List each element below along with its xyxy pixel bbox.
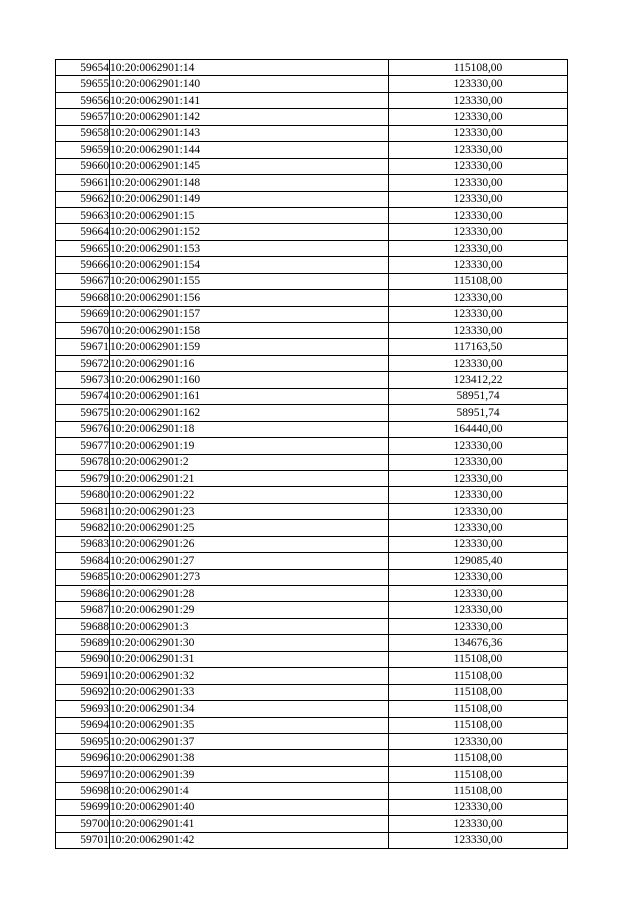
- cadastral-number-cell: 10:20:0062901:25: [110, 520, 389, 536]
- table-row: [56, 306, 568, 322]
- table-row: [56, 586, 568, 602]
- cadastral-number-cell: 10:20:0062901:35: [110, 717, 389, 733]
- value-cell: 115108,00: [389, 651, 568, 667]
- value-cell: 123330,00: [389, 799, 568, 815]
- value-cell: 123330,00: [389, 569, 568, 585]
- row-number-cell: 59692: [56, 684, 110, 700]
- row-number-cell: 59665: [56, 240, 110, 256]
- table-row: [56, 257, 568, 273]
- value-cell: 123330,00: [389, 109, 568, 125]
- cadastral-number-cell: 10:20:0062901:30: [110, 635, 389, 651]
- table-row: [56, 158, 568, 174]
- table-row: [56, 290, 568, 306]
- table-row: [56, 372, 568, 388]
- cadastral-number-cell: 10:20:0062901:153: [110, 240, 389, 256]
- table-row: [56, 816, 568, 832]
- cadastral-number-cell: 10:20:0062901:162: [110, 405, 389, 421]
- table-row: [56, 750, 568, 766]
- table-row: [56, 487, 568, 503]
- value-cell: 123330,00: [389, 520, 568, 536]
- value-cell: 123330,00: [389, 487, 568, 503]
- cadastral-number-cell: 10:20:0062901:160: [110, 372, 389, 388]
- value-cell: 58951,74: [389, 405, 568, 421]
- table-row: [56, 569, 568, 585]
- table-row: [56, 142, 568, 158]
- table-row: [56, 175, 568, 191]
- value-cell: 115108,00: [389, 668, 568, 684]
- table-row: [56, 635, 568, 651]
- row-number-cell: 59691: [56, 668, 110, 684]
- cadastral-number-cell: 10:20:0062901:273: [110, 569, 389, 585]
- value-cell: 123330,00: [389, 355, 568, 371]
- value-cell: 123330,00: [389, 224, 568, 240]
- value-cell: 123330,00: [389, 76, 568, 92]
- table-row: [56, 651, 568, 667]
- cadastral-number-cell: 10:20:0062901:29: [110, 602, 389, 618]
- row-number-cell: 59666: [56, 257, 110, 273]
- value-cell: 134676,36: [389, 635, 568, 651]
- value-cell: 123330,00: [389, 125, 568, 141]
- row-number-cell: 59694: [56, 717, 110, 733]
- row-number-cell: 59670: [56, 323, 110, 339]
- table-row: [56, 668, 568, 684]
- value-cell: 115108,00: [389, 701, 568, 717]
- table-row: [56, 799, 568, 815]
- row-number-cell: 59669: [56, 306, 110, 322]
- row-number-cell: 59655: [56, 76, 110, 92]
- table-row: [56, 602, 568, 618]
- table-row: [56, 224, 568, 240]
- table-row: [56, 503, 568, 519]
- cadastral-number-cell: 10:20:0062901:145: [110, 158, 389, 174]
- cadastral-number-cell: 10:20:0062901:27: [110, 553, 389, 569]
- table-row: [56, 339, 568, 355]
- table-row: [56, 207, 568, 223]
- table-row: [56, 832, 568, 848]
- value-cell: 123330,00: [389, 240, 568, 256]
- value-cell: 123330,00: [389, 191, 568, 207]
- table-row: [56, 618, 568, 634]
- cadastral-number-cell: 10:20:0062901:156: [110, 290, 389, 306]
- value-cell: 129085,40: [389, 553, 568, 569]
- row-number-cell: 59681: [56, 503, 110, 519]
- row-number-cell: 59690: [56, 651, 110, 667]
- value-cell: 123330,00: [389, 175, 568, 191]
- value-cell: 115108,00: [389, 766, 568, 782]
- value-cell: 115108,00: [389, 684, 568, 700]
- table-row: [56, 109, 568, 125]
- table-row: [56, 60, 568, 76]
- table-row: [56, 733, 568, 749]
- row-number-cell: 59686: [56, 586, 110, 602]
- cadastral-value-table: [55, 59, 568, 849]
- row-number-cell: 59683: [56, 536, 110, 552]
- row-number-cell: 59693: [56, 701, 110, 717]
- table-row: [56, 273, 568, 289]
- value-cell: 115108,00: [389, 783, 568, 799]
- row-number-cell: 59662: [56, 191, 110, 207]
- table-row: [56, 405, 568, 421]
- value-cell: 123330,00: [389, 816, 568, 832]
- row-number-cell: 59667: [56, 273, 110, 289]
- row-number-cell: 59664: [56, 224, 110, 240]
- cadastral-number-cell: 10:20:0062901:15: [110, 207, 389, 223]
- cadastral-number-cell: 10:20:0062901:18: [110, 421, 389, 437]
- cadastral-number-cell: 10:20:0062901:40: [110, 799, 389, 815]
- table-row: [56, 421, 568, 437]
- cadastral-number-cell: 10:20:0062901:26: [110, 536, 389, 552]
- cadastral-number-cell: 10:20:0062901:2: [110, 454, 389, 470]
- value-cell: 123330,00: [389, 290, 568, 306]
- cadastral-number-cell: 10:20:0062901:41: [110, 816, 389, 832]
- value-cell: 123330,00: [389, 586, 568, 602]
- row-number-cell: 59677: [56, 438, 110, 454]
- cadastral-number-cell: 10:20:0062901:4: [110, 783, 389, 799]
- cadastral-number-cell: 10:20:0062901:148: [110, 175, 389, 191]
- value-cell: 115108,00: [389, 273, 568, 289]
- row-number-cell: 59684: [56, 553, 110, 569]
- value-cell: 123330,00: [389, 832, 568, 848]
- row-number-cell: 59682: [56, 520, 110, 536]
- cadastral-number-cell: 10:20:0062901:161: [110, 388, 389, 404]
- cadastral-number-cell: 10:20:0062901:141: [110, 92, 389, 108]
- row-number-cell: 59659: [56, 142, 110, 158]
- cadastral-number-cell: 10:20:0062901:3: [110, 618, 389, 634]
- cadastral-number-cell: 10:20:0062901:142: [110, 109, 389, 125]
- table-row: [56, 783, 568, 799]
- row-number-cell: 59685: [56, 569, 110, 585]
- value-cell: 123330,00: [389, 306, 568, 322]
- row-number-cell: 59698: [56, 783, 110, 799]
- row-number-cell: 59679: [56, 470, 110, 486]
- row-number-cell: 59656: [56, 92, 110, 108]
- table-row: [56, 323, 568, 339]
- row-number-cell: 59658: [56, 125, 110, 141]
- table-body: [56, 60, 568, 849]
- row-number-cell: 59674: [56, 388, 110, 404]
- value-cell: 123330,00: [389, 602, 568, 618]
- cadastral-number-cell: 10:20:0062901:32: [110, 668, 389, 684]
- row-number-cell: 59675: [56, 405, 110, 421]
- value-cell: 123330,00: [389, 323, 568, 339]
- value-cell: 115108,00: [389, 60, 568, 76]
- row-number-cell: 59688: [56, 618, 110, 634]
- cadastral-number-cell: 10:20:0062901:154: [110, 257, 389, 273]
- row-number-cell: 59696: [56, 750, 110, 766]
- cadastral-number-cell: 10:20:0062901:38: [110, 750, 389, 766]
- cadastral-number-cell: 10:20:0062901:42: [110, 832, 389, 848]
- cadastral-number-cell: 10:20:0062901:34: [110, 701, 389, 717]
- table-row: [56, 553, 568, 569]
- cadastral-number-cell: 10:20:0062901:159: [110, 339, 389, 355]
- table-row: [56, 520, 568, 536]
- cadastral-number-cell: 10:20:0062901:37: [110, 733, 389, 749]
- value-cell: 123330,00: [389, 454, 568, 470]
- table-row: [56, 701, 568, 717]
- cadastral-number-cell: 10:20:0062901:157: [110, 306, 389, 322]
- table-row: [56, 76, 568, 92]
- value-cell: 123330,00: [389, 92, 568, 108]
- table-row: [56, 388, 568, 404]
- table-row: [56, 191, 568, 207]
- cadastral-number-cell: 10:20:0062901:140: [110, 76, 389, 92]
- table-row: [56, 454, 568, 470]
- cadastral-number-cell: 10:20:0062901:14: [110, 60, 389, 76]
- value-cell: 123330,00: [389, 158, 568, 174]
- table-row: [56, 766, 568, 782]
- row-number-cell: 59673: [56, 372, 110, 388]
- table-row: [56, 536, 568, 552]
- cadastral-number-cell: 10:20:0062901:158: [110, 323, 389, 339]
- row-number-cell: 59689: [56, 635, 110, 651]
- value-cell: 123330,00: [389, 536, 568, 552]
- table-row: [56, 684, 568, 700]
- cadastral-number-cell: 10:20:0062901:31: [110, 651, 389, 667]
- row-number-cell: 59678: [56, 454, 110, 470]
- value-cell: 123330,00: [389, 207, 568, 223]
- cadastral-number-cell: 10:20:0062901:144: [110, 142, 389, 158]
- table-row: [56, 92, 568, 108]
- table-row: [56, 470, 568, 486]
- cadastral-number-cell: 10:20:0062901:143: [110, 125, 389, 141]
- row-number-cell: 59695: [56, 733, 110, 749]
- value-cell: 123330,00: [389, 503, 568, 519]
- row-number-cell: 59680: [56, 487, 110, 503]
- row-number-cell: 59676: [56, 421, 110, 437]
- table-row: [56, 438, 568, 454]
- cadastral-number-cell: 10:20:0062901:19: [110, 438, 389, 454]
- row-number-cell: 59672: [56, 355, 110, 371]
- cadastral-number-cell: 10:20:0062901:155: [110, 273, 389, 289]
- value-cell: 123330,00: [389, 470, 568, 486]
- value-cell: 164440,00: [389, 421, 568, 437]
- value-cell: 58951,74: [389, 388, 568, 404]
- value-cell: 123330,00: [389, 257, 568, 273]
- row-number-cell: 59687: [56, 602, 110, 618]
- row-number-cell: 59654: [56, 60, 110, 76]
- cadastral-number-cell: 10:20:0062901:16: [110, 355, 389, 371]
- row-number-cell: 59661: [56, 175, 110, 191]
- value-cell: 123412,22: [389, 372, 568, 388]
- cadastral-number-cell: 10:20:0062901:33: [110, 684, 389, 700]
- row-number-cell: 59657: [56, 109, 110, 125]
- cadastral-number-cell: 10:20:0062901:23: [110, 503, 389, 519]
- cadastral-number-cell: 10:20:0062901:149: [110, 191, 389, 207]
- row-number-cell: 59699: [56, 799, 110, 815]
- cadastral-number-cell: 10:20:0062901:28: [110, 586, 389, 602]
- table-row: [56, 717, 568, 733]
- row-number-cell: 59668: [56, 290, 110, 306]
- row-number-cell: 59663: [56, 207, 110, 223]
- table-row: [56, 125, 568, 141]
- value-cell: 115108,00: [389, 717, 568, 733]
- cadastral-number-cell: 10:20:0062901:152: [110, 224, 389, 240]
- row-number-cell: 59697: [56, 766, 110, 782]
- cadastral-number-cell: 10:20:0062901:21: [110, 470, 389, 486]
- cadastral-number-cell: 10:20:0062901:39: [110, 766, 389, 782]
- value-cell: 123330,00: [389, 618, 568, 634]
- row-number-cell: 59701: [56, 832, 110, 848]
- cadastral-number-cell: 10:20:0062901:22: [110, 487, 389, 503]
- table-row: [56, 355, 568, 371]
- value-cell: 123330,00: [389, 142, 568, 158]
- row-number-cell: 59660: [56, 158, 110, 174]
- row-number-cell: 59700: [56, 816, 110, 832]
- row-number-cell: 59671: [56, 339, 110, 355]
- value-cell: 123330,00: [389, 438, 568, 454]
- table-row: [56, 240, 568, 256]
- value-cell: 117163,50: [389, 339, 568, 355]
- value-cell: 123330,00: [389, 733, 568, 749]
- value-cell: 115108,00: [389, 750, 568, 766]
